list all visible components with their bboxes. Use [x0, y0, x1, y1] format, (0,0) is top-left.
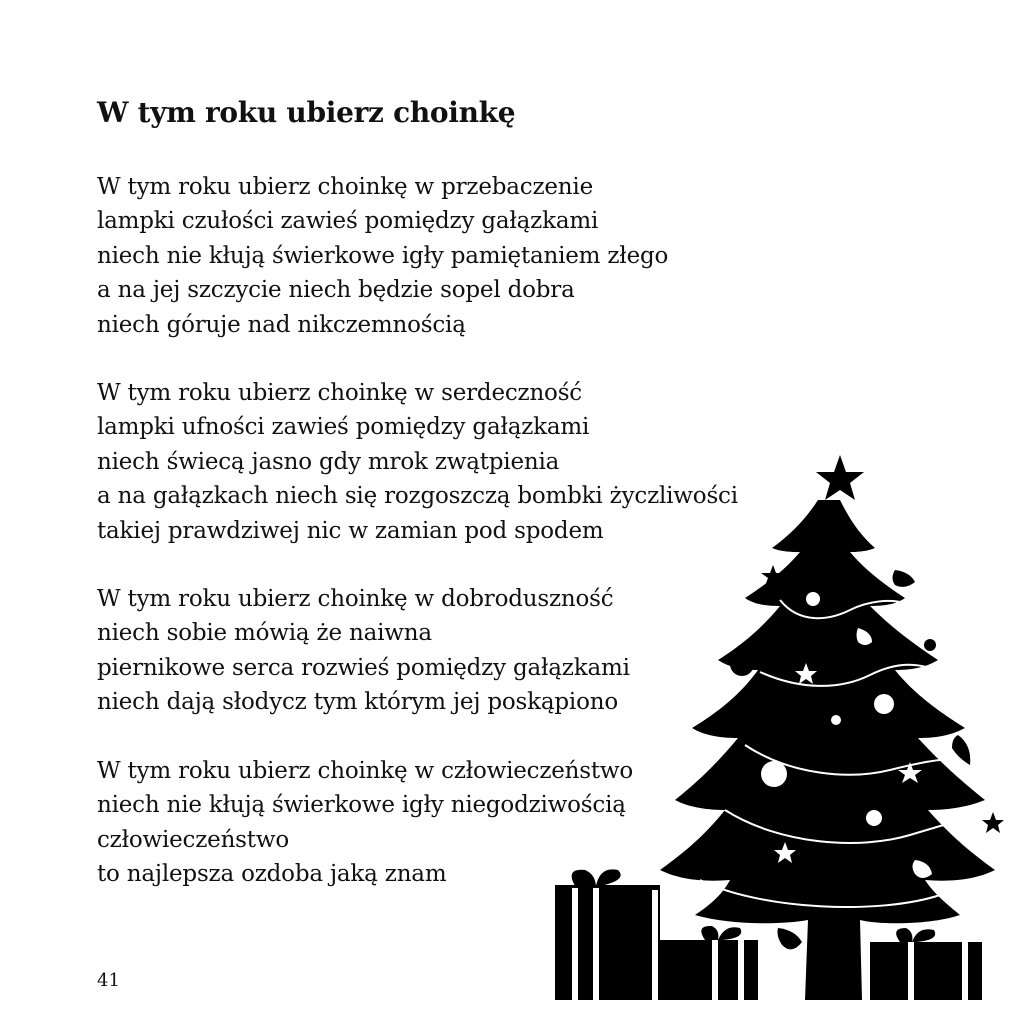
ornament-drop	[893, 570, 916, 587]
christmas-tree-illustration	[540, 450, 1024, 1010]
poem-line: niech dają słodycz tym którym jej poskąpiono	[97, 689, 618, 716]
ornament-bauble	[761, 761, 787, 787]
poem-line: W tym roku ubierz choinkę w dobroduszność	[97, 586, 614, 613]
ornament-drop	[952, 735, 970, 765]
poem-line: niech świecą jasno gdy mrok zwątpienia	[97, 448, 560, 475]
poem-line: niech nie kłują świerkowe igły niegodziwością	[97, 792, 626, 819]
poem-line: takiej prawdziwej nic w zamian pod spodem	[97, 517, 604, 544]
tree-silhouette	[660, 500, 995, 1000]
poem-line: niech nie kłują świerkowe igły pamiętaniem złego	[97, 242, 669, 269]
poem-line: lampki czułości zawieś pomiędzy gałązkami	[97, 208, 599, 235]
gift-box	[555, 885, 660, 1000]
poem-line: piernikowe serca rozwieś pomiędzy gałązkami	[97, 654, 630, 681]
ornament-drop	[778, 928, 803, 949]
page-number: 41	[97, 970, 120, 991]
top-star-icon	[816, 455, 864, 500]
ornament-bauble	[831, 715, 841, 725]
poem-line: W tym roku ubierz choinkę w przebaczenie	[97, 174, 593, 200]
poem-line: a na gałązkach niech się rozgoszczą bombki życzliwości	[97, 483, 738, 510]
poem-line: niech góruje nad nikczemnością	[97, 311, 466, 338]
poem-line: a na jej szczycie niech będzie sopel dobra	[97, 277, 575, 304]
stanza	[97, 170, 777, 342]
star-icon	[982, 812, 1004, 833]
ornament-bauble	[806, 592, 820, 606]
poem-line: to najlepsza ozdoba jaką znam	[97, 860, 447, 887]
poem-title: W tym roku ubierz choinkę	[97, 96, 516, 129]
ornament-bauble	[730, 652, 754, 676]
poem-line: niech sobie mówią że naiwna	[97, 620, 432, 647]
poem-line: lampki ufności zawieś pomiędzy gałązkami	[97, 414, 590, 441]
ornament-bauble	[866, 810, 882, 826]
poem-line: W tym roku ubierz choinkę w człowieczeństwo	[97, 757, 634, 784]
poem-line: W tym roku ubierz choinkę w serdeczność	[97, 380, 582, 407]
ornament-bauble	[924, 639, 936, 651]
ornament-bauble	[874, 694, 894, 714]
poem-line: człowieczeństwo	[97, 826, 289, 853]
